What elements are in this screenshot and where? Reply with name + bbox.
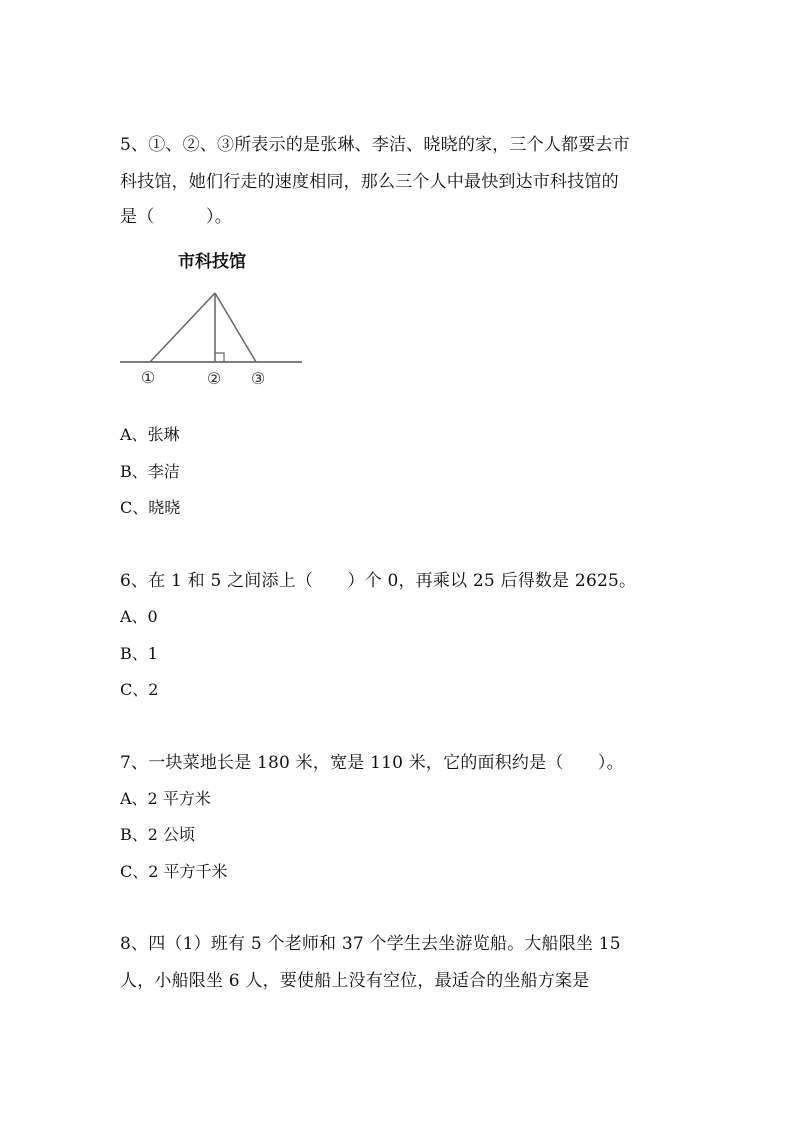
q6-text-line-1: 6、在 1 和 5 之间添上（ ）个 0，再乘以 25 后得数是 2625。 xyxy=(120,571,637,591)
q7-option-b: B、2 公顷 xyxy=(120,825,196,844)
q5-triangle-diagram xyxy=(116,286,306,390)
q6-option-b: B、1 xyxy=(120,644,158,663)
home-3-label: ③ xyxy=(250,369,266,388)
q5-option-c: C、晓晓 xyxy=(120,498,181,517)
home-1-label: ① xyxy=(140,368,156,387)
q5-text-line-2: 科技馆，她们行走的速度相同，那么三个人中最快到达市科技馆的 xyxy=(120,172,619,192)
q5-text-line-3: 是（ ）。 xyxy=(120,207,232,227)
q8-text-line-1: 8、四（1）班有 5 个老师和 37 个学生去坐游览船。大船限坐 15 xyxy=(120,934,621,954)
q8-text-line-2: 人，小船限坐 6 人，要使船上没有空位，最适合的坐船方案是 xyxy=(120,971,590,991)
q7-text-line-1: 7、一块菜地长是 180 米，宽是 110 米，它的面积约是（ ）。 xyxy=(120,753,624,773)
q7-option-c: C、2 平方千米 xyxy=(120,862,228,881)
q6-option-c: C、2 xyxy=(120,680,159,699)
path-home-1 xyxy=(150,293,215,362)
q5-option-b: B、李洁 xyxy=(120,462,180,481)
path-home-3 xyxy=(215,293,256,362)
home-2-label: ② xyxy=(206,369,222,388)
q5-text-line-1: 5、①、②、③所表示的是张琳、李洁、晓晓的家，三个人都要去市 xyxy=(120,135,630,155)
q5-figure-title: 市科技馆 xyxy=(178,252,246,272)
q5-option-a: A、张琳 xyxy=(120,425,180,444)
right-angle-mark xyxy=(215,353,224,362)
q6-option-a: A、0 xyxy=(120,607,158,626)
q7-option-a: A、2 平方米 xyxy=(120,789,211,808)
